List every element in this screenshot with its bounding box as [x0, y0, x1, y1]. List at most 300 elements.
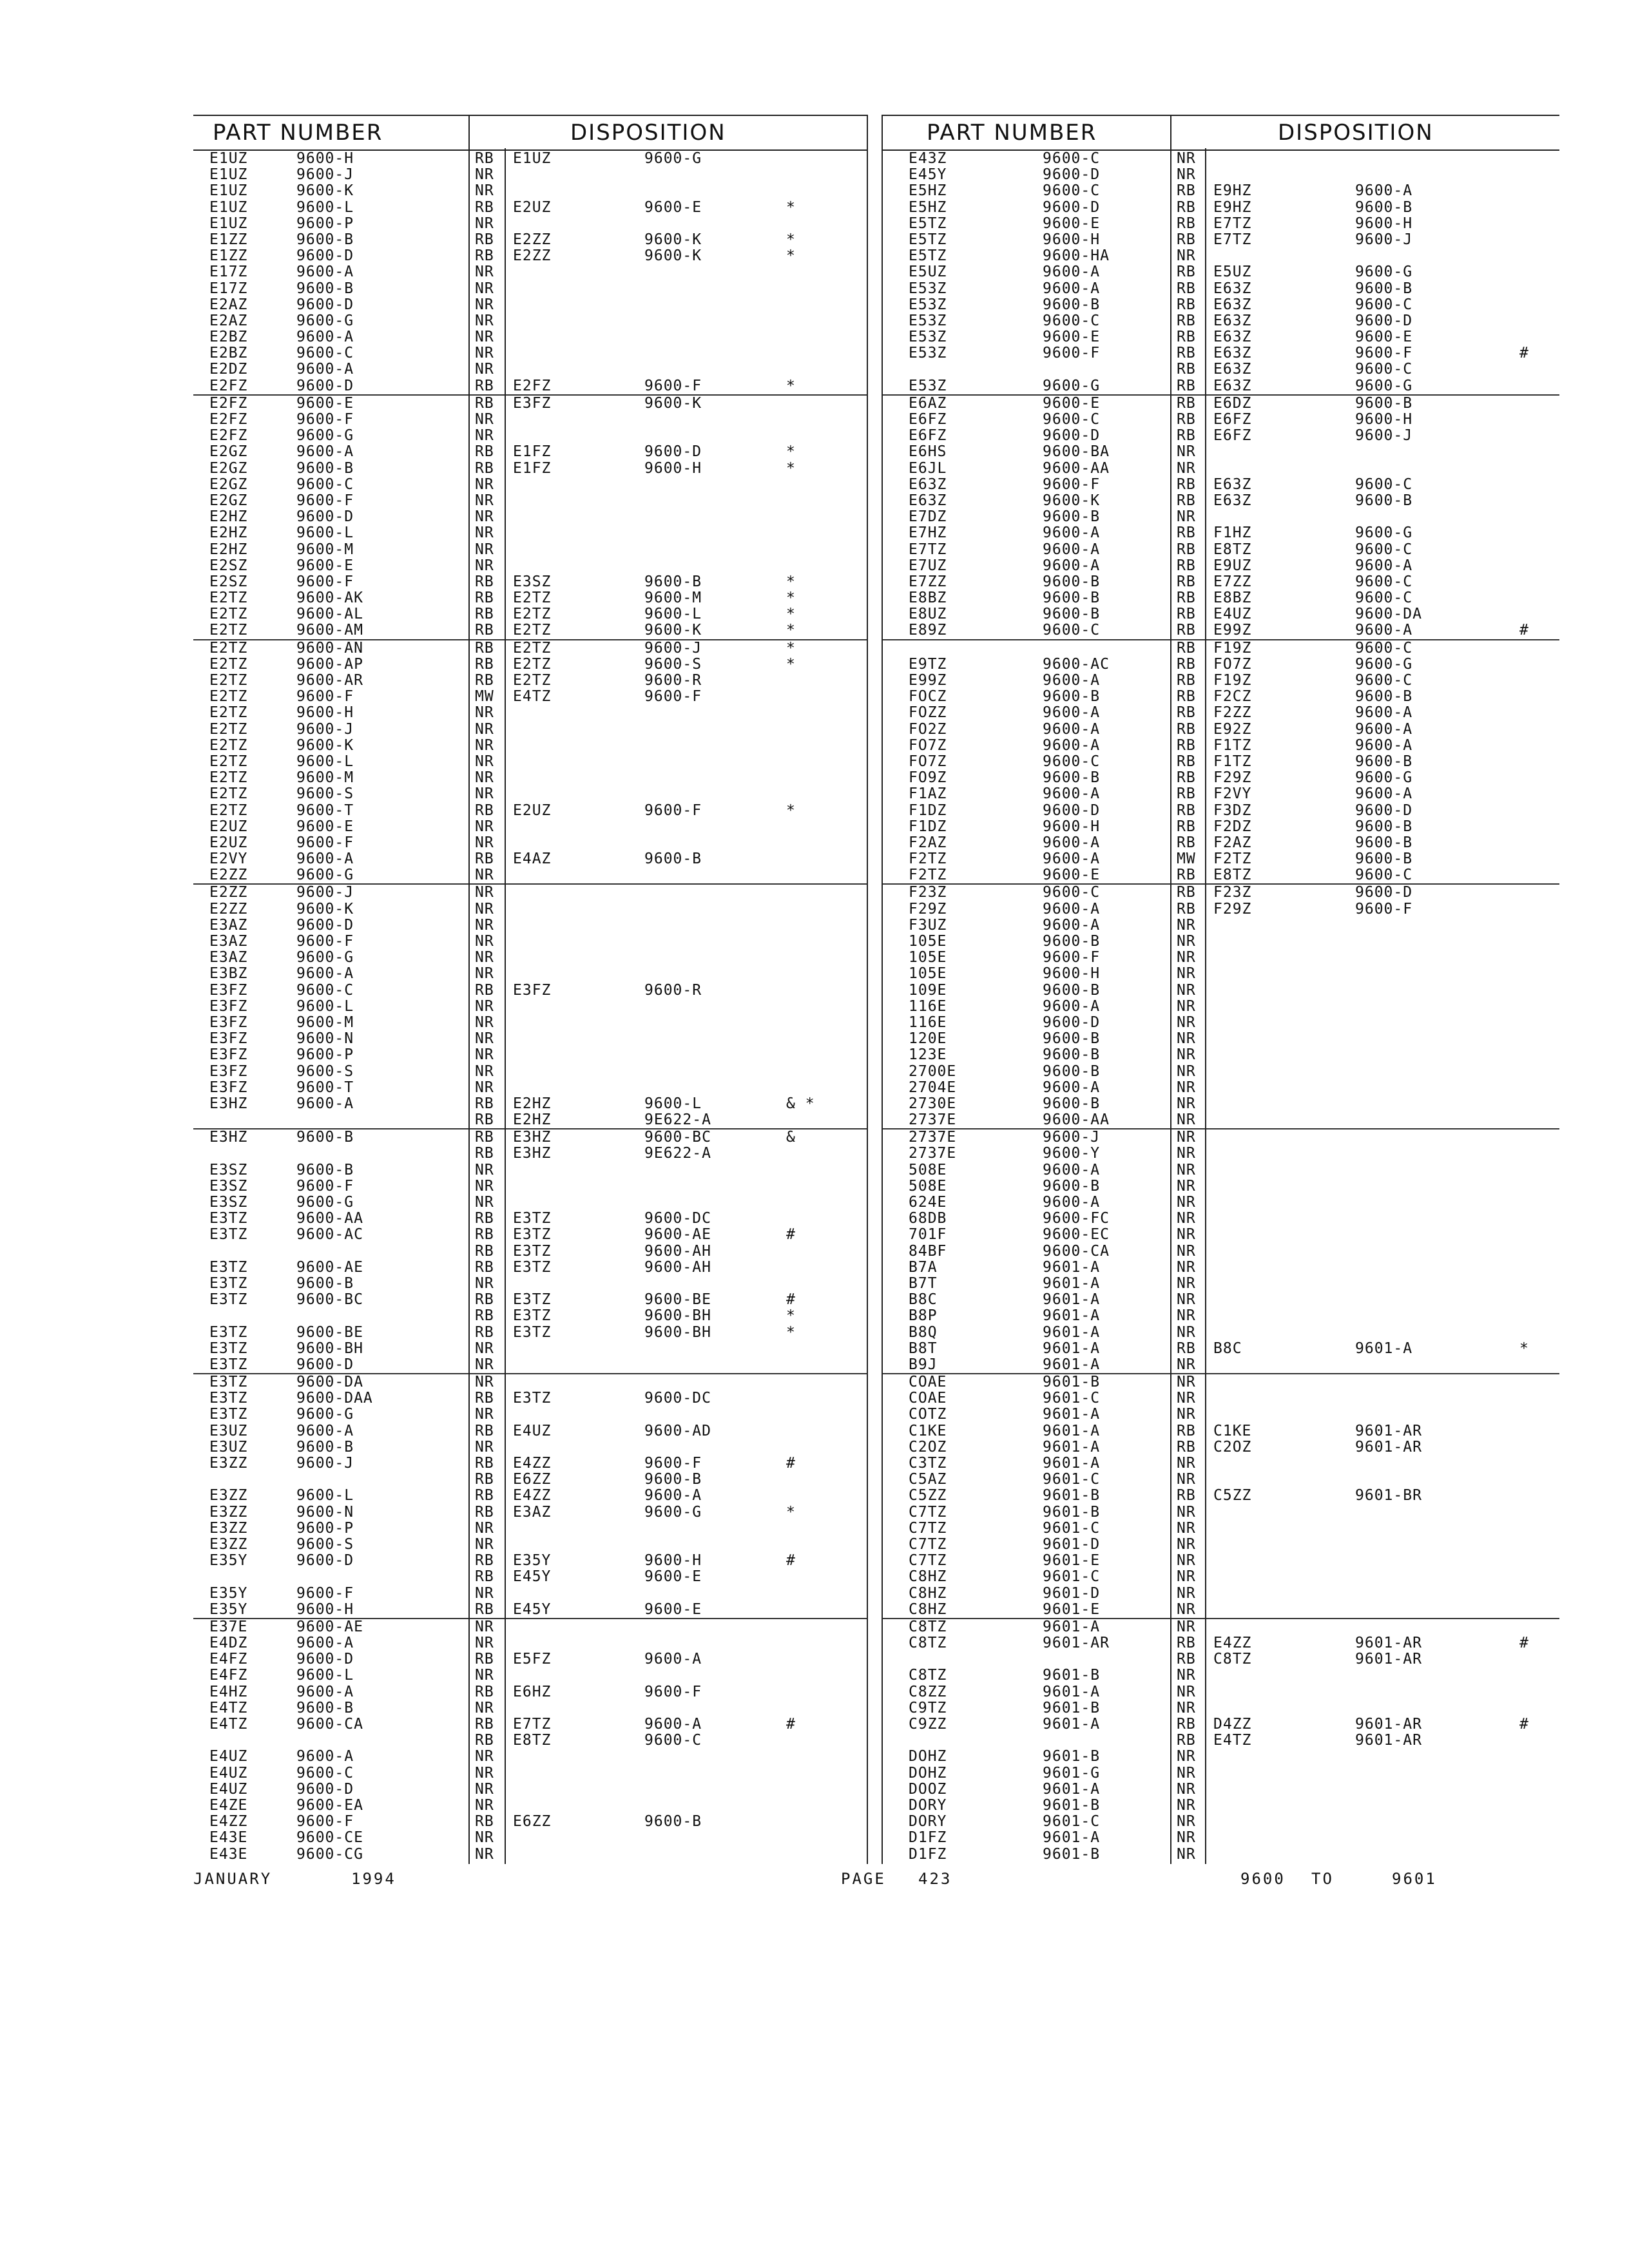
suffix: 9600-A	[1043, 1079, 1101, 1096]
suffix: 9600-J	[296, 720, 354, 738]
disposition-code: NR	[475, 1406, 494, 1423]
table-row	[882, 248, 1559, 264]
part-number: E6JL	[909, 459, 947, 477]
new-suffix: 9600-BC	[644, 1129, 711, 1146]
table-row	[193, 1537, 868, 1553]
table-row	[193, 1407, 868, 1423]
table-row	[193, 950, 868, 966]
disposition-code: NR	[475, 1535, 494, 1553]
disposition-code: NR	[1177, 1813, 1196, 1831]
disposition-code: RB	[475, 1552, 494, 1570]
disposition-code: NR	[475, 1748, 494, 1765]
table-row	[882, 167, 1559, 183]
new-part-number: C2OZ	[1213, 1438, 1252, 1456]
suffix: 9600-J	[296, 166, 354, 184]
suffix: 9600-B	[1043, 606, 1101, 623]
note-mark: #	[786, 1226, 796, 1244]
disposition-code: RB	[475, 802, 494, 819]
table-row	[193, 1488, 868, 1504]
new-suffix: 9600-B	[1355, 818, 1413, 835]
suffix: 9600-P	[296, 1519, 354, 1537]
part-number: E1UZ	[209, 198, 248, 216]
suffix: 9601-A	[1043, 1438, 1101, 1456]
part-number: E2TZ	[209, 639, 248, 657]
table-row	[193, 606, 868, 622]
disposition-code: NR	[1177, 443, 1196, 461]
table-row	[193, 689, 868, 705]
suffix: 9600-H	[1043, 818, 1101, 835]
part-number: F1AZ	[909, 785, 947, 803]
disposition-code: RB	[1177, 672, 1196, 689]
table-row	[882, 622, 1559, 639]
disposition-code: NR	[1177, 1194, 1196, 1211]
part-number: DOOZ	[909, 1780, 947, 1798]
part-number: E2AZ	[209, 312, 248, 329]
disposition-code: NR	[475, 1438, 494, 1456]
suffix: 9600-AE	[296, 1258, 363, 1276]
disposition-code: NR	[475, 296, 494, 313]
table-row	[193, 477, 868, 493]
new-suffix: 9600-F	[644, 1455, 702, 1472]
suffix: 9600-S	[296, 1535, 354, 1553]
part-number: C8TZ	[909, 1667, 947, 1684]
suffix: 9600-F	[296, 411, 354, 428]
part-number: E2GZ	[209, 443, 248, 461]
new-suffix: 9600-BH	[644, 1323, 711, 1341]
table-row	[882, 657, 1559, 673]
note-mark: #	[786, 1291, 796, 1309]
table-row	[193, 313, 868, 329]
table-row	[882, 1439, 1559, 1456]
table-row	[193, 1765, 868, 1782]
part-number: E3TZ	[209, 1258, 248, 1276]
suffix: 9600-HA	[1043, 247, 1110, 265]
new-part-number: E45Y	[513, 1568, 552, 1586]
suffix: 9600-D	[1043, 427, 1101, 445]
table-row	[193, 1341, 868, 1357]
new-part-number: E3TZ	[513, 1390, 552, 1407]
new-part-number: E45Y	[513, 1600, 552, 1618]
new-part-number: E63Z	[1213, 492, 1252, 509]
new-part-number: E8TZ	[1213, 867, 1252, 884]
new-part-number: F2ZZ	[1213, 704, 1252, 722]
suffix: 9600-F	[1043, 949, 1101, 966]
disposition-code: RB	[1177, 394, 1196, 412]
disposition-code: RB	[1177, 867, 1196, 884]
suffix: 9600-A	[1043, 1161, 1101, 1178]
suffix: 9600-G	[1043, 377, 1101, 394]
part-number: E3FZ	[209, 981, 248, 999]
suffix: 9600-M	[296, 541, 354, 558]
new-part-number: E2TZ	[513, 639, 552, 657]
disposition-code: NR	[475, 1829, 494, 1847]
disposition-code: RB	[1177, 590, 1196, 607]
disposition-code: NR	[475, 1356, 494, 1373]
note-mark: *	[786, 802, 796, 819]
new-part-number: E3TZ	[513, 1323, 552, 1341]
part-number: E2TZ	[209, 688, 248, 706]
suffix: 9600-A	[1043, 785, 1101, 803]
suffix: 9600-B	[296, 1699, 354, 1716]
table-row	[882, 1602, 1559, 1618]
suffix: 9600-B	[296, 1274, 354, 1292]
part-number: E7HZ	[909, 524, 947, 542]
suffix: 9600-AL	[296, 606, 363, 623]
suffix: 9601-A	[1043, 1406, 1101, 1423]
disposition-code: RB	[475, 1390, 494, 1407]
part-number: B8Q	[909, 1323, 938, 1341]
new-part-number: E3TZ	[513, 1291, 552, 1309]
disposition-code: NR	[1177, 1374, 1196, 1391]
table-row	[882, 1521, 1559, 1537]
disposition-code: RB	[1177, 541, 1196, 558]
suffix: 9600-D	[296, 377, 354, 394]
part-number: F2AZ	[909, 834, 947, 851]
table-row	[193, 1798, 868, 1814]
new-part-number: E5FZ	[513, 1651, 552, 1668]
table-row	[882, 1064, 1559, 1080]
note-mark: *	[786, 590, 796, 607]
table-row	[882, 1782, 1559, 1798]
disposition-code: RB	[475, 394, 494, 412]
table-row	[193, 851, 868, 867]
new-part-number: E63Z	[1213, 280, 1252, 297]
disposition-code: NR	[475, 492, 494, 509]
disposition-code: NR	[1177, 1406, 1196, 1423]
suffix: 9600-A	[1043, 524, 1101, 542]
disposition-heading: DISPOSITION	[1278, 120, 1434, 146]
new-suffix: 9600-A	[644, 1716, 702, 1733]
disposition-code: RB	[1177, 427, 1196, 445]
disposition-code: NR	[475, 965, 494, 983]
table-row	[882, 1128, 1559, 1146]
part-number: E2TZ	[209, 720, 248, 738]
disposition-code: RB	[1177, 329, 1196, 346]
part-number: E3SZ	[209, 1194, 248, 1211]
suffix: 9600-A	[1043, 557, 1101, 574]
part-number: E3TZ	[209, 1274, 248, 1292]
suffix: 9600-D	[296, 916, 354, 934]
new-part-number: E2ZZ	[513, 247, 552, 265]
new-part-number: E6FZ	[1213, 411, 1252, 428]
note-mark: *	[786, 1503, 796, 1521]
note-mark: *	[1519, 1340, 1529, 1357]
suffix: 9600-A	[1043, 850, 1101, 868]
table-row	[882, 901, 1559, 918]
new-suffix: 9600-F	[644, 802, 702, 819]
part-number: E2DZ	[209, 361, 248, 378]
suffix: 9600-F	[296, 933, 354, 950]
suffix: 9600-EA	[296, 1796, 363, 1814]
part-number: E3FZ	[209, 1062, 248, 1080]
table-row	[882, 1733, 1559, 1749]
new-part-number: E3AZ	[513, 1503, 552, 1521]
table-row	[193, 151, 868, 167]
disposition-code: RB	[475, 672, 494, 689]
suffix: 9600-A	[296, 1635, 354, 1652]
new-suffix: 9E622-A	[644, 1145, 711, 1162]
suffix: 9601-A	[1043, 1829, 1101, 1847]
right-parts-list	[882, 151, 1559, 1863]
table-row	[882, 313, 1559, 329]
part-number: 105E	[909, 965, 947, 983]
table-row	[193, 412, 868, 428]
part-number: 105E	[909, 949, 947, 966]
new-part-number: C1KE	[1213, 1422, 1252, 1439]
new-part-number: E4AZ	[513, 850, 552, 868]
suffix: 9600-M	[296, 1014, 354, 1031]
table-row	[193, 509, 868, 525]
disposition-code: NR	[475, 264, 494, 281]
part-number: E8UZ	[909, 606, 947, 623]
new-suffix: 9600-DC	[644, 1390, 711, 1407]
table-row	[882, 1407, 1559, 1423]
suffix: 9600-K	[296, 182, 354, 200]
table-row	[193, 329, 868, 345]
new-suffix: 9600-K	[644, 394, 702, 412]
table-row	[882, 264, 1559, 280]
new-part-number: F2TZ	[1213, 850, 1252, 868]
new-suffix: 9600-K	[644, 622, 702, 639]
suffix: 9600-AA	[296, 1210, 363, 1227]
disposition-code: NR	[475, 736, 494, 754]
disposition-code: NR	[475, 329, 494, 346]
new-part-number: E4TZ	[1213, 1732, 1252, 1749]
part-number: E3FZ	[209, 1014, 248, 1031]
table-row	[882, 1716, 1559, 1733]
new-part-number: F1TZ	[1213, 753, 1252, 770]
suffix: 9600-B	[296, 231, 354, 248]
new-suffix: 9600-A	[1355, 557, 1413, 574]
disposition-code: RB	[1177, 377, 1196, 394]
disposition-code: RB	[475, 1242, 494, 1260]
new-suffix: 9600-B	[1355, 753, 1413, 770]
part-number: E3HZ	[209, 1095, 248, 1112]
footer-range-to-label: TO	[1311, 1870, 1334, 1888]
table-row	[193, 232, 868, 248]
new-part-number: E2FZ	[513, 377, 552, 394]
disposition-code: NR	[1177, 1519, 1196, 1537]
part-number: E3TZ	[209, 1374, 248, 1391]
disposition-code: NR	[1177, 1274, 1196, 1292]
disposition-code: NR	[1177, 1683, 1196, 1700]
table-row	[882, 1308, 1559, 1324]
part-number: E43Z	[909, 150, 947, 167]
table-row	[193, 1325, 868, 1341]
suffix: 9600-B	[296, 1438, 354, 1456]
new-part-number: E5UZ	[1213, 264, 1252, 281]
new-part-number: F2VY	[1213, 785, 1252, 803]
disposition-code: RB	[475, 443, 494, 461]
new-part-number: E7TZ	[1213, 215, 1252, 232]
suffix: 9600-BA	[1043, 443, 1110, 461]
part-number: E3AZ	[209, 916, 248, 934]
part-number: E1UZ	[209, 150, 248, 167]
suffix: 9601-A	[1043, 1258, 1101, 1276]
new-part-number: E2TZ	[513, 606, 552, 623]
part-number: E1UZ	[209, 166, 248, 184]
disposition-code: RB	[475, 1716, 494, 1733]
part-number: F2TZ	[909, 867, 947, 884]
part-number: E9TZ	[909, 655, 947, 673]
part-number: C8HZ	[909, 1600, 947, 1618]
table-row	[193, 622, 868, 639]
table-row	[882, 297, 1559, 313]
table-row	[882, 1814, 1559, 1830]
disposition-code: RB	[1177, 573, 1196, 590]
disposition-code: NR	[475, 1046, 494, 1064]
new-part-number: C8TZ	[1213, 1651, 1252, 1668]
disposition-code: RB	[475, 459, 494, 477]
disposition-code: RB	[475, 198, 494, 216]
suffix: 9600-P	[296, 215, 354, 232]
table-row	[193, 1276, 868, 1292]
disposition-code: RB	[475, 981, 494, 999]
suffix: 9600-AE	[296, 1618, 363, 1635]
suffix: 9600-J	[296, 1455, 354, 1472]
suffix: 9600-BE	[296, 1323, 363, 1341]
new-part-number: E3TZ	[513, 1226, 552, 1244]
table-row	[193, 1390, 868, 1407]
new-suffix: 9600-R	[644, 672, 702, 689]
disposition-code: NR	[475, 1667, 494, 1684]
table-row	[882, 232, 1559, 248]
suffix: 9600-G	[296, 949, 354, 966]
new-part-number: E2HZ	[513, 1095, 552, 1112]
disposition-code: NR	[1177, 1845, 1196, 1863]
disposition-code: NR	[1177, 166, 1196, 184]
table-row	[882, 1146, 1559, 1162]
part-number: E3SZ	[209, 1161, 248, 1178]
part-number: E17Z	[209, 280, 248, 297]
disposition-code: RB	[1177, 524, 1196, 542]
disposition-code: RB	[1177, 639, 1196, 657]
note-mark: *	[786, 655, 796, 673]
table-row	[193, 394, 868, 412]
part-number: E3FZ	[209, 1046, 248, 1064]
table-row	[882, 345, 1559, 361]
new-part-number: F2AZ	[1213, 834, 1252, 851]
part-number: E3FZ	[209, 1079, 248, 1096]
disposition-code: NR	[475, 1780, 494, 1798]
disposition-code: NR	[1177, 1584, 1196, 1602]
new-suffix: 9600-B	[644, 1813, 702, 1831]
new-part-number: E63Z	[1213, 345, 1252, 362]
disposition-code: NR	[475, 476, 494, 493]
table-row	[193, 1830, 868, 1846]
new-suffix: 9601-AR	[1355, 1438, 1422, 1456]
suffix: 9600-CA	[1043, 1242, 1110, 1260]
table-row	[193, 1504, 868, 1521]
new-suffix: 9600-F	[1355, 345, 1413, 362]
disposition-code: RB	[1177, 785, 1196, 803]
table-row	[882, 1260, 1559, 1276]
disposition-code: RB	[475, 1683, 494, 1700]
part-number: E5HZ	[909, 182, 947, 200]
disposition-code: NR	[475, 1374, 494, 1391]
right-table-header	[882, 115, 1559, 151]
suffix: 9600-EC	[1043, 1226, 1110, 1244]
suffix: 9600-G	[296, 867, 354, 884]
table-row	[882, 1472, 1559, 1488]
table-row	[882, 966, 1559, 982]
new-part-number: E3FZ	[513, 394, 552, 412]
new-part-number: F3DZ	[1213, 802, 1252, 819]
part-number: 701F	[909, 1226, 947, 1244]
new-part-number: F23Z	[1213, 884, 1252, 901]
table-row	[882, 1015, 1559, 1031]
part-number: F1DZ	[909, 818, 947, 835]
suffix: 9601-B	[1043, 1503, 1101, 1521]
table-row	[193, 722, 868, 738]
disposition-code: NR	[1177, 247, 1196, 265]
table-row	[193, 1439, 868, 1456]
suffix: 9600-FC	[1043, 1210, 1110, 1227]
disposition-code: NR	[1177, 1390, 1196, 1407]
table-row	[882, 705, 1559, 721]
right-parts-panel	[882, 115, 1559, 1863]
disposition-code: RB	[1177, 1716, 1196, 1733]
new-part-number: C5ZZ	[1213, 1487, 1252, 1504]
disposition-code: NR	[1177, 1129, 1196, 1146]
new-part-number: E4ZZ	[1213, 1635, 1252, 1652]
part-number: 105E	[909, 933, 947, 950]
new-part-number: E99Z	[1213, 622, 1252, 639]
table-row	[193, 183, 868, 199]
disposition-code: RB	[1177, 1651, 1196, 1668]
part-number: E1ZZ	[209, 231, 248, 248]
new-suffix: 9600-G	[1355, 264, 1413, 281]
disposition-code: RB	[1177, 312, 1196, 329]
suffix: 9600-B	[296, 1161, 354, 1178]
disposition-code: NR	[1177, 1226, 1196, 1244]
new-suffix: 9600-G	[1355, 655, 1413, 673]
disposition-code: RB	[475, 1487, 494, 1504]
disposition-code: NR	[475, 949, 494, 966]
suffix: 9600-G	[296, 312, 354, 329]
disposition-code: NR	[1177, 1145, 1196, 1162]
disposition-code: RB	[475, 590, 494, 607]
table-row	[882, 738, 1559, 754]
table-row	[193, 1031, 868, 1047]
table-row	[882, 444, 1559, 460]
suffix: 9600-A	[296, 1683, 354, 1700]
part-number: E2SZ	[209, 557, 248, 574]
new-suffix: 9600-AD	[644, 1422, 711, 1439]
disposition-code: NR	[475, 345, 494, 362]
new-suffix: 9600-S	[644, 655, 702, 673]
part-number: E3TZ	[209, 1291, 248, 1309]
suffix: 9600-AR	[296, 672, 363, 689]
table-row	[193, 200, 868, 216]
part-number: E6AZ	[909, 394, 947, 412]
new-suffix: 9600-G	[644, 150, 702, 167]
suffix: 9600-M	[296, 769, 354, 787]
new-part-number: E1FZ	[513, 459, 552, 477]
new-suffix: 9600-E	[644, 198, 702, 216]
part-number: E3ZZ	[209, 1503, 248, 1521]
part-number: E2TZ	[209, 736, 248, 754]
disposition-code: NR	[475, 1764, 494, 1782]
note-mark: #	[1519, 1716, 1529, 1733]
table-row	[193, 999, 868, 1015]
new-suffix: 9600-E	[1355, 329, 1413, 346]
table-row	[193, 1847, 868, 1863]
disposition-code: NR	[475, 1177, 494, 1195]
disposition-code: RB	[475, 1226, 494, 1244]
disposition-code: NR	[475, 427, 494, 445]
disposition-code: RB	[475, 606, 494, 623]
